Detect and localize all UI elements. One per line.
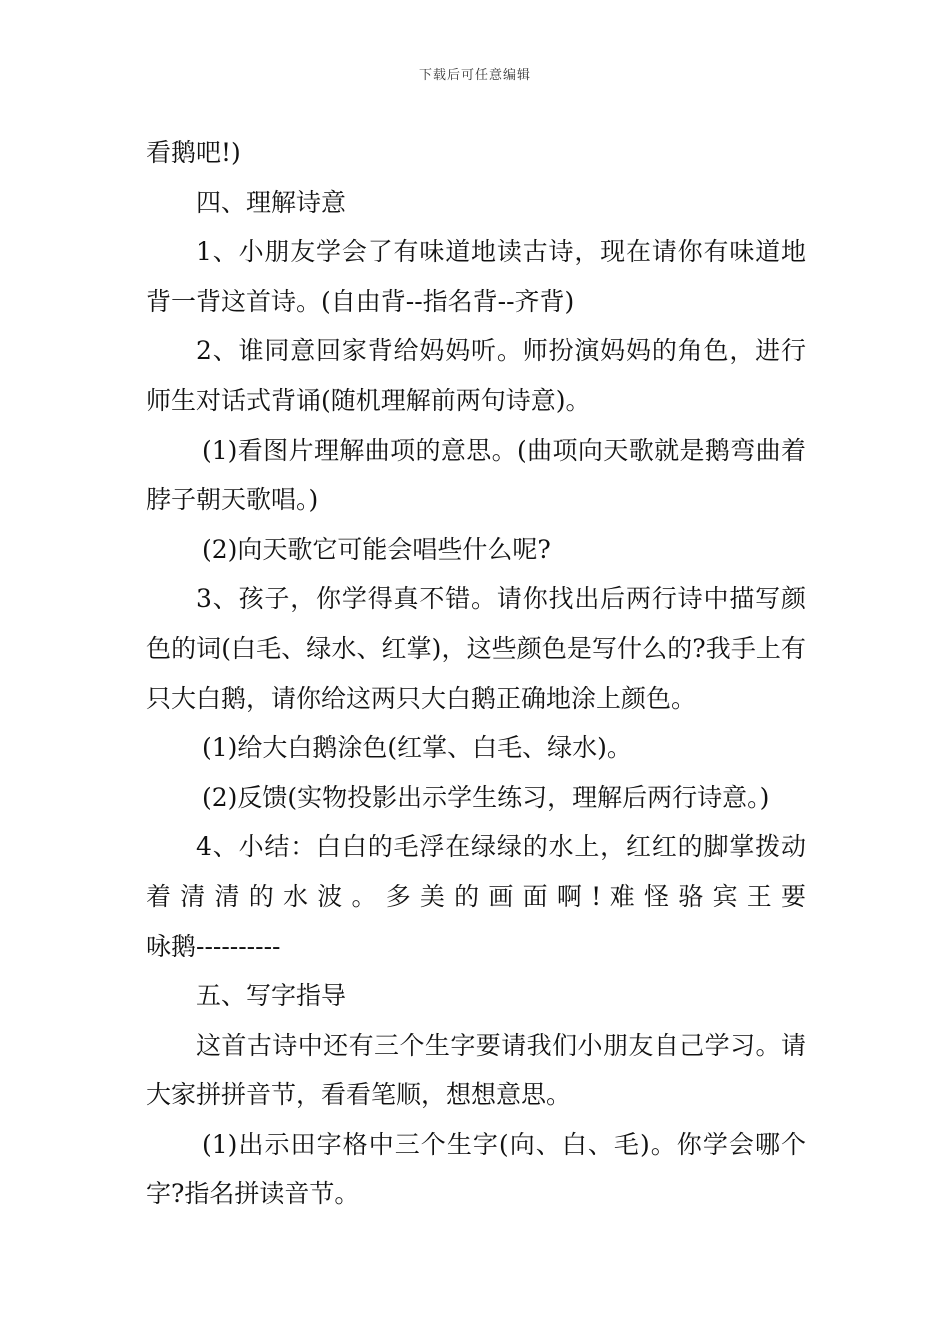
- paragraph-writing-intro: 这首古诗中还有三个生字要请我们小朋友自己学习。请大家拼拼音节，看看笔顺，想想意思。: [146, 1030, 806, 1110]
- paragraph-substep-2: (2)向天歌它可能会唱些什么呢?: [202, 534, 551, 564]
- paragraph-step-3: 3、孩子，你学得真不错。请你找出后两行诗中描写颜色的词(白毛、绿水、红掌)，这些颜色是写什么的?我手上有只大白鹅，请你给这两只大白鹅正确地涂上颜色。: [146, 584, 806, 713]
- paragraph-substep-1: (1)看图片理解曲项的意思。(曲项向天歌就是鹅弯曲着脖子朝天歌唱。): [146, 435, 806, 515]
- section-heading-understand: 四、理解诗意: [196, 187, 347, 217]
- paragraph-step-2: 2、谁同意回家背给妈妈听。师扮演妈妈的角色，进行师生对话式背诵(随机理解前两句诗意)。: [146, 336, 806, 415]
- section-heading-writing: 五、写字指导: [196, 981, 347, 1011]
- paragraph-substep-feedback: (2)反馈(实物投影出示学生练习，理解后两行诗意。): [202, 782, 770, 812]
- paragraph-step-1: 1、小朋友学会了有味道地读古诗，现在请你有味道地背一背这首诗。(自由背--指名背--齐背): [146, 237, 806, 316]
- page-header: 下载后可任意编辑: [418, 68, 531, 83]
- paragraph-writing-substep-1: (1)出示田字格中三个生字(向、白、毛)。你学会哪个字?指名拼读音节。: [146, 1129, 806, 1209]
- paragraph-continuation: 看鹅吧!): [146, 138, 241, 167]
- paragraph-substep-color: (1)给大白鹅涂色(红掌、白毛、绿水)。: [202, 733, 632, 763]
- document-body: [146, 128, 806, 1219]
- paragraph-step-4-summary: 4、小结：白白的毛浮在绿绿的水上，红红的脚掌拨动着 清 清 的 水 波 。 多 美 的 画 面 啊 ! 难 怪 骆 宾 王 要 咏鹅----------: [146, 832, 806, 961]
